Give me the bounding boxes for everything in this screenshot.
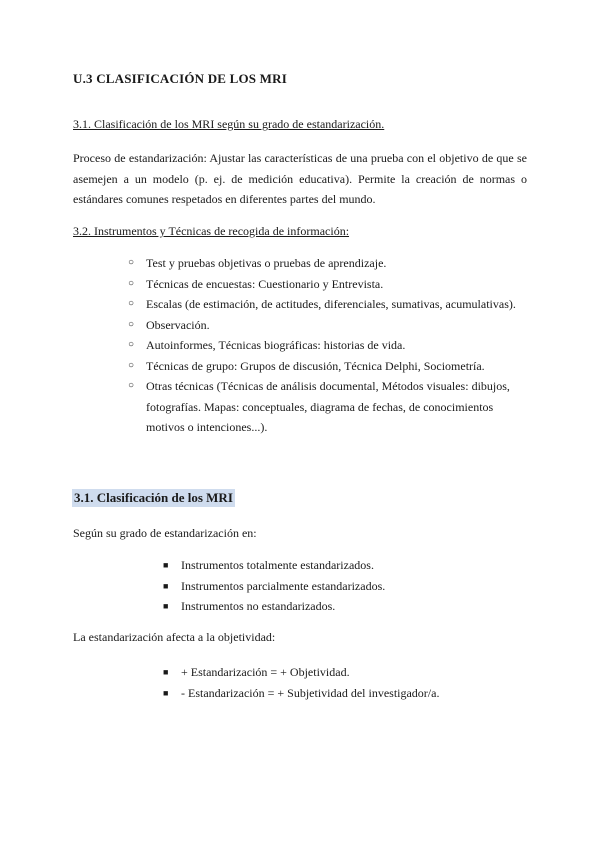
classification-list <box>163 555 523 617</box>
square-bullet-icon: ■ <box>163 667 169 677</box>
document-title: U.3 CLASIFICACIÓN DE LOS MRI <box>73 71 287 86</box>
standardization-paragraph <box>73 148 527 210</box>
list-item: ■ Instrumentos no estandarizados. <box>163 596 523 617</box>
section-heading-standardization: 3.1. Clasificación de los MRI según su grado de estandarización. <box>73 117 385 131</box>
list-item: ■ + Estandarización = + Objetividad. <box>163 662 523 683</box>
paragraph-line: Proceso de estandarización: Ajustar las características de una prueba con el objetivo de que se <box>73 151 527 165</box>
circle-bullet-icon: ○ <box>128 359 135 371</box>
section-heading-instruments: 3.2. Instrumentos y Técnicas de recogida de información: <box>73 224 350 238</box>
circle-bullet-icon: ○ <box>128 339 135 350</box>
list-item: ■ - Estandarización = + Subjetividad del investigador/a. <box>163 683 523 704</box>
square-bullet-icon: ■ <box>163 601 169 611</box>
list-item: ○ Escalas (de estimación, de actitudes, diferenciales, sumativas, acumulativas). <box>128 294 528 315</box>
square-bullet-icon: ■ <box>163 687 169 698</box>
circle-bullet-icon: ○ <box>128 298 135 309</box>
classification-intro: Según su grado de estandarización en: <box>73 526 257 540</box>
list-item: ■ Instrumentos totalmente estandarizados. <box>163 555 523 576</box>
list-item: ○ Test y pruebas objetivas o pruebas de aprendizaje. <box>128 253 528 274</box>
list-item: ○ Técnicas de grupo: Grupos de discusión, Técnica Delphi, Sociometría. <box>128 356 528 377</box>
square-bullet-icon: ■ <box>163 560 169 570</box>
list-item: ○ Otras técnicas (Técnicas de análisis documental, Métodos visuales: dibujos, fotografías. Mapas: conceptuales, diagrama de fechas, de conocimientos motivos o intenciones...). <box>128 376 528 438</box>
paragraph-line: asemejen a un modelo (p. ej. de medición educativa). Permite la creación de normas o <box>73 171 527 186</box>
objectivity-intro: La estandarización afecta a la objetividad: <box>73 630 276 644</box>
circle-bullet-icon: ○ <box>128 277 135 289</box>
list-item: ○ Técnicas de encuestas: Cuestionario y Entrevista. <box>128 274 528 295</box>
circle-bullet-icon: ○ <box>128 380 135 391</box>
circle-bullet-icon: ○ <box>128 318 135 330</box>
circle-bullet-icon: ○ <box>128 257 135 268</box>
objectivity-list <box>163 662 523 703</box>
paragraph-line: estándares comunes respetados en diferentes partes del mundo. <box>73 192 376 206</box>
square-bullet-icon: ■ <box>163 580 169 591</box>
list-item: ○ Observación. <box>128 315 528 336</box>
instruments-list <box>128 253 528 438</box>
list-item: ○ Autoinformes, Técnicas biográficas: historias de vida. <box>128 335 528 356</box>
list-item: ■ Instrumentos parcialmente estandarizados. <box>163 576 523 597</box>
highlighted-section-heading: 3.1. Clasificación de los MRI <box>74 490 233 505</box>
